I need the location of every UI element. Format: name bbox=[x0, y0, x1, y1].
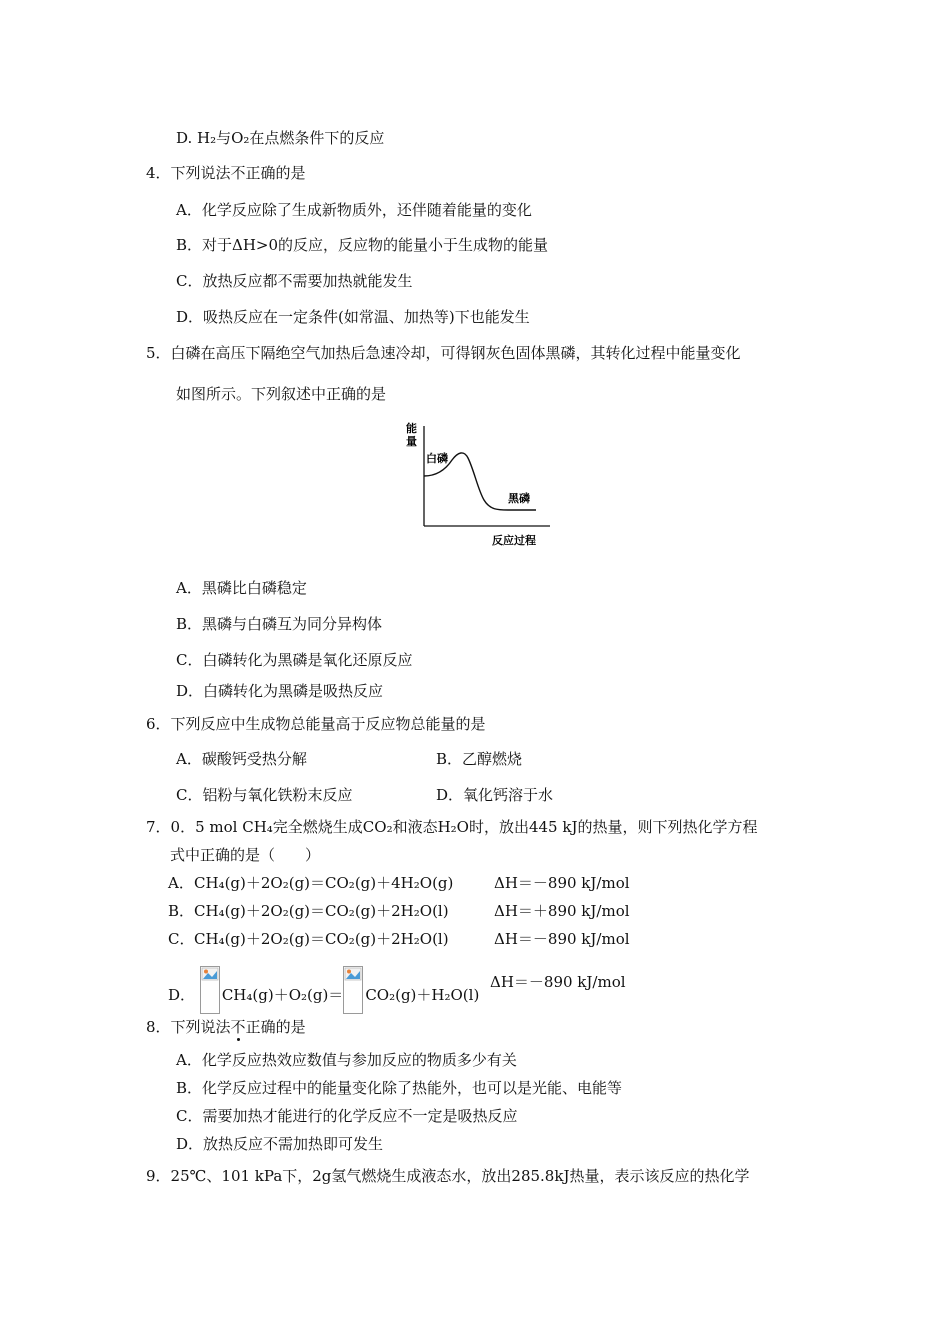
q8-stem-suffix: 正确的是 bbox=[245, 1018, 306, 1036]
q6-option-c: C．铝粉与氧化铁粉末反应 bbox=[176, 786, 353, 804]
q7-option-d bbox=[168, 972, 479, 1020]
q7-option-d-part1: CH₄(g)＋O₂(g)＝ bbox=[221, 986, 344, 1004]
q7-option-d-label: D． bbox=[168, 986, 196, 1004]
q3-option-d: D. H₂与O₂在点燃条件下的反应 bbox=[176, 129, 385, 147]
q8-option-a: A．化学反应热效应数值与参加反应的物质多少有关 bbox=[176, 1051, 517, 1069]
q7-option-c-dh: ΔH＝－890 kJ/mol bbox=[494, 930, 630, 948]
q8-stem bbox=[146, 1017, 306, 1037]
q7-option-d-dh: ΔH＝－890 kJ/mol bbox=[490, 973, 626, 991]
q8-stem-prefix: 8．下列说法 bbox=[146, 1018, 231, 1036]
q5-option-b: B．黑磷与白磷互为同分异构体 bbox=[176, 615, 383, 633]
q7-option-b-dh: ΔH＝＋890 kJ/mol bbox=[494, 902, 630, 920]
q5-option-d: D．白磷转化为黑磷是吸热反应 bbox=[176, 682, 384, 700]
q7-stem-line2: 式中正确的是（ ） bbox=[170, 846, 321, 864]
q8-stem-emphasis: 不 bbox=[230, 1018, 246, 1036]
x-axis-label: 反应过程 bbox=[492, 534, 536, 547]
q6-stem: 6．下列反应中生成物总能量高于反应物总能量的是 bbox=[146, 715, 486, 733]
y-label-char1: 能 bbox=[406, 422, 417, 435]
q5-stem-line2: 如图所示。下列叙述中正确的是 bbox=[176, 385, 387, 403]
q7-option-b-label: B． bbox=[168, 902, 195, 920]
broken-image-icon bbox=[200, 966, 220, 1014]
q7-option-a-dh: ΔH＝－890 kJ/mol bbox=[494, 874, 630, 892]
q7-option-a-label: A． bbox=[168, 874, 194, 892]
q6-option-a: A．碳酸钙受热分解 bbox=[176, 750, 307, 768]
q7-stem-line1: 7．0．5 mol CH₄完全燃烧生成CO₂和液态H₂O时，放出445 kJ的热量，则下列热化学方程 bbox=[146, 818, 758, 836]
q6-option-d: D．氧化钙溶于水 bbox=[436, 786, 554, 804]
q8-option-b: B．化学反应过程中的能量变化除了热能外，也可以是光能、电能等 bbox=[176, 1079, 623, 1097]
q5-stem-line1: 5．白磷在高压下隔绝空气加热后急速冷却，可得钢灰色固体黑磷，其转化过程中能量变化 bbox=[146, 344, 741, 362]
q4-option-d: D．吸热反应在一定条件(如常温、加热等)下也能发生 bbox=[176, 308, 530, 326]
q7-option-a-equation: CH₄(g)＋2O₂(g)＝CO₂(g)＋4H₂O(g) bbox=[194, 874, 454, 892]
q5-option-a: A．黑磷比白磷稳定 bbox=[176, 579, 307, 597]
q5-option-c: C．白磷转化为黑磷是氧化还原反应 bbox=[176, 651, 413, 669]
q9-stem: 9．25℃、101 kPa下，2g氢气燃烧生成液态水，放出285.8kJ热量，表示该反应的热化学 bbox=[146, 1167, 750, 1185]
q4-option-a: A．化学反应除了生成新物质外，还伴随着能量的变化 bbox=[176, 201, 532, 219]
q4-option-b: B．对于ΔH>0的反应，反应物的能量小于生成物的能量 bbox=[176, 236, 549, 254]
y-label-char2: 量 bbox=[406, 435, 417, 448]
q7-option-c-equation: CH₄(g)＋2O₂(g)＝CO₂(g)＋2H₂O(l) bbox=[194, 930, 449, 948]
q7-option-d-part2: CO₂(g)＋H₂O(l) bbox=[365, 986, 480, 1004]
q7-option-c-label: C． bbox=[168, 930, 195, 948]
energy-diagram bbox=[404, 420, 554, 548]
q6-option-b: B．乙醇燃烧 bbox=[436, 750, 523, 768]
q4-option-c: C．放热反应都不需要加热就能发生 bbox=[176, 272, 413, 290]
q4-stem: 4．下列说法不正确的是 bbox=[146, 164, 306, 182]
broken-image-icon bbox=[343, 966, 363, 1014]
q8-option-d: D．放热反应不需加热即可发生 bbox=[176, 1135, 384, 1153]
black-phosphorus-label: 黑磷 bbox=[508, 492, 530, 505]
q8-option-c: C．需要加热才能进行的化学反应不一定是吸热反应 bbox=[176, 1107, 518, 1125]
white-phosphorus-label: 白磷 bbox=[426, 452, 448, 465]
q7-option-b-equation: CH₄(g)＋2O₂(g)＝CO₂(g)＋2H₂O(l) bbox=[194, 902, 449, 920]
energy-diagram-svg bbox=[404, 420, 554, 548]
